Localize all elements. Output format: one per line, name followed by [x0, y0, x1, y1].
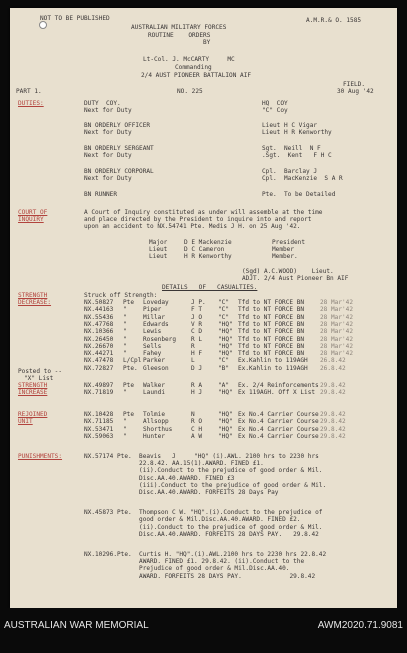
casualty-number: NX.26450 [84, 335, 114, 343]
duty-row-label: DUTY COY. [84, 100, 121, 107]
casualty-detail: Ex No.4 Carrier Course [238, 432, 319, 440]
punishment-line: AWARD. FINED £1. 29.8.42. (ii).Conduct to the [84, 558, 305, 566]
duty-row-value: Pte. To be Detailed [262, 191, 336, 198]
casualty-detail: Ex No.4 Carrier Course [238, 411, 319, 418]
casualty-detail: Tfd to NT FORCE BN [238, 342, 305, 350]
casualty-detail: Tfd to NT FORCE BN [238, 350, 305, 358]
casualty-rank: " [123, 306, 127, 314]
member-name: H R Kenworthy [184, 253, 232, 260]
punch-hole [39, 21, 47, 29]
casualty-number: NX.50827 [84, 299, 114, 306]
casualty-detail: Ex. 2/4 Reinforcements [238, 382, 319, 389]
casualty-company: "HQ" [218, 328, 233, 336]
member-role: President [272, 239, 306, 246]
punishment-line: 22.8.42. AA.15(1).AWARD. FINED £1. [84, 460, 264, 468]
casualty-rank: " [123, 418, 127, 426]
duty-row-value: Lieut H R Kenworthy [262, 129, 332, 136]
casualty-company: "HQ" [218, 425, 233, 433]
punishment-line: Disc.AA.40.AWARD. FINED £3 [84, 474, 235, 482]
casualty-name: Rosenberg [143, 335, 177, 343]
casualty-date: 29.8.42 [320, 432, 346, 440]
duty-row-value: HQ COY [262, 100, 288, 107]
casualty-date: 28 Mar'42 [320, 320, 354, 328]
casualty-name: Piper [143, 306, 162, 314]
footer-accession: AWM2020.71.9081 [317, 620, 403, 631]
casualty-detail: Tfd to NT FORCE BN [238, 313, 305, 321]
casualty-number: NX.47478 [84, 357, 114, 365]
casualty-initials: V R [191, 320, 203, 328]
commanding-text: Commanding [175, 64, 212, 71]
member-role: Member. [272, 253, 298, 260]
struck-off-label: Struck off Strength: [84, 292, 158, 299]
punishments-heading: PUNISHMENTS: [18, 453, 63, 460]
commander-name: Lt-Col. J. McCARTY MC [143, 56, 235, 63]
casualty-date: 28 Mar'42 [320, 350, 354, 358]
inquiry-text: upon an accident to NX.54741 Pte. Medis J H. on 25 Aug '42. [84, 223, 301, 230]
casualty-number: NX.10428 [84, 411, 114, 418]
order-document [10, 8, 397, 608]
casualty-initials: D J [191, 364, 203, 372]
casualty-date: 29.8.42 [320, 411, 346, 418]
casualty-name: Lewis [143, 328, 162, 336]
inquiry-heading-1: COURT OF [18, 209, 48, 216]
rejoined-heading-1: REJOINED [18, 411, 48, 418]
casualty-initials: A W [191, 432, 203, 440]
not-published-text: NOT TO BE PUBLISHED [40, 15, 110, 22]
duty-row-value: Cpl. Barclay J [262, 168, 318, 175]
casualty-company: "HQ" [218, 418, 233, 426]
punishment-line: (ii).Conduct to the prejudice of good order & Mil. [84, 467, 323, 475]
casualty-initials: J P. [191, 299, 206, 306]
field-label: FIELD. [343, 81, 366, 88]
casualty-company: "B" [218, 364, 230, 372]
duty-row-label: BN ORDERLY CORPORAL [84, 168, 154, 175]
casualty-rank: " [123, 335, 127, 343]
casualty-name: Tolmie [143, 411, 166, 418]
casualty-company: "C" [218, 299, 230, 306]
header-line-1: AUSTRALIAN MILITARY FORCES [131, 24, 227, 31]
casualty-rank: Pte [123, 411, 135, 418]
casualty-company: "C" [218, 306, 230, 314]
casualty-initials: N [191, 411, 195, 418]
casualty-initials: H F [191, 350, 203, 358]
increase-heading-2: INCREASE [18, 389, 48, 396]
casualty-company: "HQ" [218, 389, 233, 397]
casualty-date: 29.8.42 [320, 382, 346, 389]
casualty-name: Gleeson [143, 364, 169, 372]
casualty-company: "HQ" [218, 411, 233, 418]
strength-heading-2: DECREASE: [18, 299, 52, 306]
casualty-initials: C H [191, 425, 203, 433]
strength-heading-1: STRENGTH [18, 292, 48, 299]
casualty-detail: Tfd to NT FORCE BN [238, 335, 305, 343]
casualty-number: NX.53471 [84, 425, 114, 433]
duty-row-label: Next for Duty [84, 175, 132, 182]
punishment-line: Disc.AA.40.AWARD. FORFEITS 28 DAYS PAY. 29.8.42 [84, 530, 319, 538]
casualty-number: NX.72827 [84, 364, 114, 372]
punishment-line: Prejudice of good order & Mil.Disc.AA.40. [84, 565, 290, 573]
casualty-name: Hunter [143, 432, 166, 440]
casualty-company: "HQ" [218, 342, 233, 350]
casualty-rank: Pte [123, 299, 135, 306]
x-list-label: "X" List [24, 375, 54, 382]
casualty-detail: Ex No.4 Carrier Course [238, 418, 319, 426]
reference-number: A.M.R.& O. 1585 [306, 17, 362, 24]
casualty-rank: L/Cpl [123, 357, 142, 365]
casualty-company: "HQ" [218, 320, 233, 328]
casualty-rank: " [123, 313, 127, 321]
order-date: 30 Aug '42 [337, 88, 374, 95]
casualty-name: Laundi [143, 389, 166, 397]
casualty-detail: Ex No.4 Carrier Course [238, 425, 319, 433]
duty-row-label: BN RUNNER [84, 191, 118, 198]
member-rank: Major [149, 239, 168, 246]
inquiry-text: A Court of Inquiry constituted as under will assemble at the time [84, 209, 323, 216]
casualty-name: Sells [143, 342, 162, 350]
casualty-name: Edwards [143, 320, 169, 328]
casualty-name: Millar [143, 313, 166, 321]
casualty-rank: " [123, 350, 127, 358]
casualty-name: Fahey [143, 350, 162, 358]
punishment-line: Disc.AA.40.AWARD. FORFEITS 28 Days Pay [84, 489, 279, 496]
inquiry-text: and place directed by the President to inquire into and report [84, 216, 312, 223]
punishment-line: (iii).Conduct to the prejudice of good order & Mil. [84, 481, 327, 489]
punishment-line: AWARD. FORFEITS 28 DAYS PAY. 29.8.42 [84, 572, 316, 580]
casualty-rank: Pte. [123, 364, 138, 372]
casualty-rank: " [123, 328, 127, 336]
casualty-date: 29.8.42 [320, 425, 346, 433]
casualty-company: "C" [218, 313, 230, 321]
casualty-name: Parker [143, 357, 166, 365]
casualty-date: 28 Mar'42 [320, 306, 354, 314]
duty-row-label: Next for Duty [84, 129, 132, 136]
adjutant-line: ADJT. 2/4 Aust Pioneer Bn AIF [242, 275, 349, 282]
casualty-number: NX.71185 [84, 418, 114, 426]
casualty-initials: J O [191, 313, 203, 321]
duty-row-label: Next for Duty [84, 152, 132, 159]
casualty-detail: Ex 119AGH. Off X List [238, 389, 316, 397]
casualties-title: DETAILS OF CASUALTIES. [162, 284, 258, 291]
casualty-name: Walker [143, 382, 166, 389]
casualty-number: NX.49897 [84, 382, 114, 389]
casualty-detail: Tfd to NT FORCE BN [238, 306, 305, 314]
casualty-number: NX.47768 [84, 320, 114, 328]
member-rank: Lieut [149, 253, 168, 260]
inquiry-heading-2: INQUIRY [18, 216, 44, 223]
casualty-date: 26.8.42 [320, 357, 346, 365]
casualty-date: 29.8.42 [320, 418, 346, 426]
header-line-2: ROUTINE ORDERS [148, 32, 211, 39]
casualty-date: 28 Mar'42 [320, 299, 354, 306]
signature-line: (Sgd) A.C.WOOD) Lieut. [242, 268, 334, 275]
punishment-line: good order & Mil.Disc.AA.40.AWARD. FINED £2. [84, 516, 301, 524]
member-name: D C Cameron [184, 246, 225, 253]
casualty-rank: Pte [123, 382, 135, 389]
casualty-detail: Tfd to NT FORCE BN [238, 299, 305, 306]
casualty-name: Shorthus [143, 425, 173, 433]
casualty-number: NX.44163 [84, 306, 114, 314]
casualty-company: "HQ" [218, 432, 233, 440]
casualty-detail: Ex.Kahlin to 119AGH [238, 364, 308, 372]
duty-row-value: Cpl. MacKenzie S A R [262, 175, 343, 182]
casualty-number: NX.55436 [84, 313, 114, 321]
duty-row-value: .Sgt. Kent F H C [262, 152, 332, 159]
duty-row-value: Sgt. Neill N F [262, 145, 321, 152]
header-line-3: BY [203, 39, 211, 46]
casualty-company: "A" [218, 382, 230, 389]
punishment-line: NX.57174 Pte. Beavis J "HQ" (i).AWL. 2100 hrs to 2230 hrs [84, 453, 319, 460]
casualty-detail: Ex.Kahlin to 119AGH [238, 357, 308, 365]
casualty-date: 28 Mar'42 [320, 328, 354, 336]
rejoined-heading-2: UNIT [18, 418, 33, 425]
duty-row-value: "C" Coy [262, 107, 288, 114]
order-number: NO. 225 [177, 88, 203, 95]
casualty-date: 29.8.42 [320, 389, 346, 397]
casualty-rank: " [123, 342, 127, 350]
casualty-initials: H J [191, 389, 203, 397]
casualty-initials: R A [191, 382, 203, 389]
casualty-rank: " [123, 389, 127, 397]
footer-bar [0, 608, 407, 653]
duty-row-label: Next for Duty [84, 107, 132, 114]
casualty-company: "HQ" [218, 335, 233, 343]
member-name: D E Mackenzie [184, 239, 232, 246]
casualty-initials: R [191, 342, 195, 350]
casualty-date: 28 Mar'42 [320, 342, 354, 350]
punishment-line: NX.10296.Pte. Curtis H. "HQ".(i).AWL.2100 hrs to 2230 hrs 22.8.42 [84, 551, 327, 558]
casualty-company: "HQ" [218, 350, 233, 358]
battalion-name: 2/4 AUST PIONEER BATTALION AIF [141, 72, 252, 79]
part-label: PART 1. [16, 88, 42, 95]
casualty-name: Allsopp [143, 418, 169, 426]
duty-row-label: BN ORDERLY OFFICER [84, 122, 151, 129]
casualty-number: NX.10366 [84, 328, 114, 336]
casualty-initials: L [191, 357, 195, 365]
casualty-detail: Tfd to NT FORCE BN [238, 328, 305, 336]
member-rank: Lieut [149, 246, 168, 253]
casualty-initials: C D [191, 328, 203, 336]
casualty-name: Loveday [143, 299, 169, 306]
casualty-initials: F T [191, 306, 203, 314]
casualty-number: NX.59063 [84, 432, 114, 440]
casualty-rank: " [123, 320, 127, 328]
duty-row-value: Lieut H C Vigar [262, 122, 318, 129]
punishment-line: NX.45873 Pte. Thompson C W. "HQ".(i).Conduct to the prejudice of [84, 509, 323, 517]
casualty-rank: " [123, 425, 127, 433]
casualty-number: NX.44271 [84, 350, 114, 358]
casualty-detail: Tfd to NT FORCE BN [238, 320, 305, 328]
duties-heading: DUTIES: [18, 100, 44, 107]
increase-heading-1: STRENGTH [18, 382, 48, 389]
casualty-date: 28 Mar'42 [320, 335, 354, 343]
casualty-company: "C" [218, 357, 230, 365]
punishment-line: (ii).Conduct to the prejudice of good order & Mil. [84, 523, 323, 531]
duty-row-label: BN ORDERLY SERGEANT [84, 145, 154, 152]
casualty-number: NX.26670 [84, 342, 114, 350]
member-role: Member [272, 246, 295, 253]
footer-institution: AUSTRALIAN WAR MEMORIAL [4, 620, 149, 631]
casualty-rank: " [123, 432, 127, 440]
casualty-initials: R L [191, 335, 203, 343]
posted-to-label: Posted to -- [18, 368, 63, 375]
casualty-date: 26.8.42 [320, 364, 346, 372]
casualty-number: NX.71819 [84, 389, 114, 397]
casualty-date: 28 Mar'42 [320, 313, 354, 321]
casualty-initials: R O [191, 418, 203, 426]
